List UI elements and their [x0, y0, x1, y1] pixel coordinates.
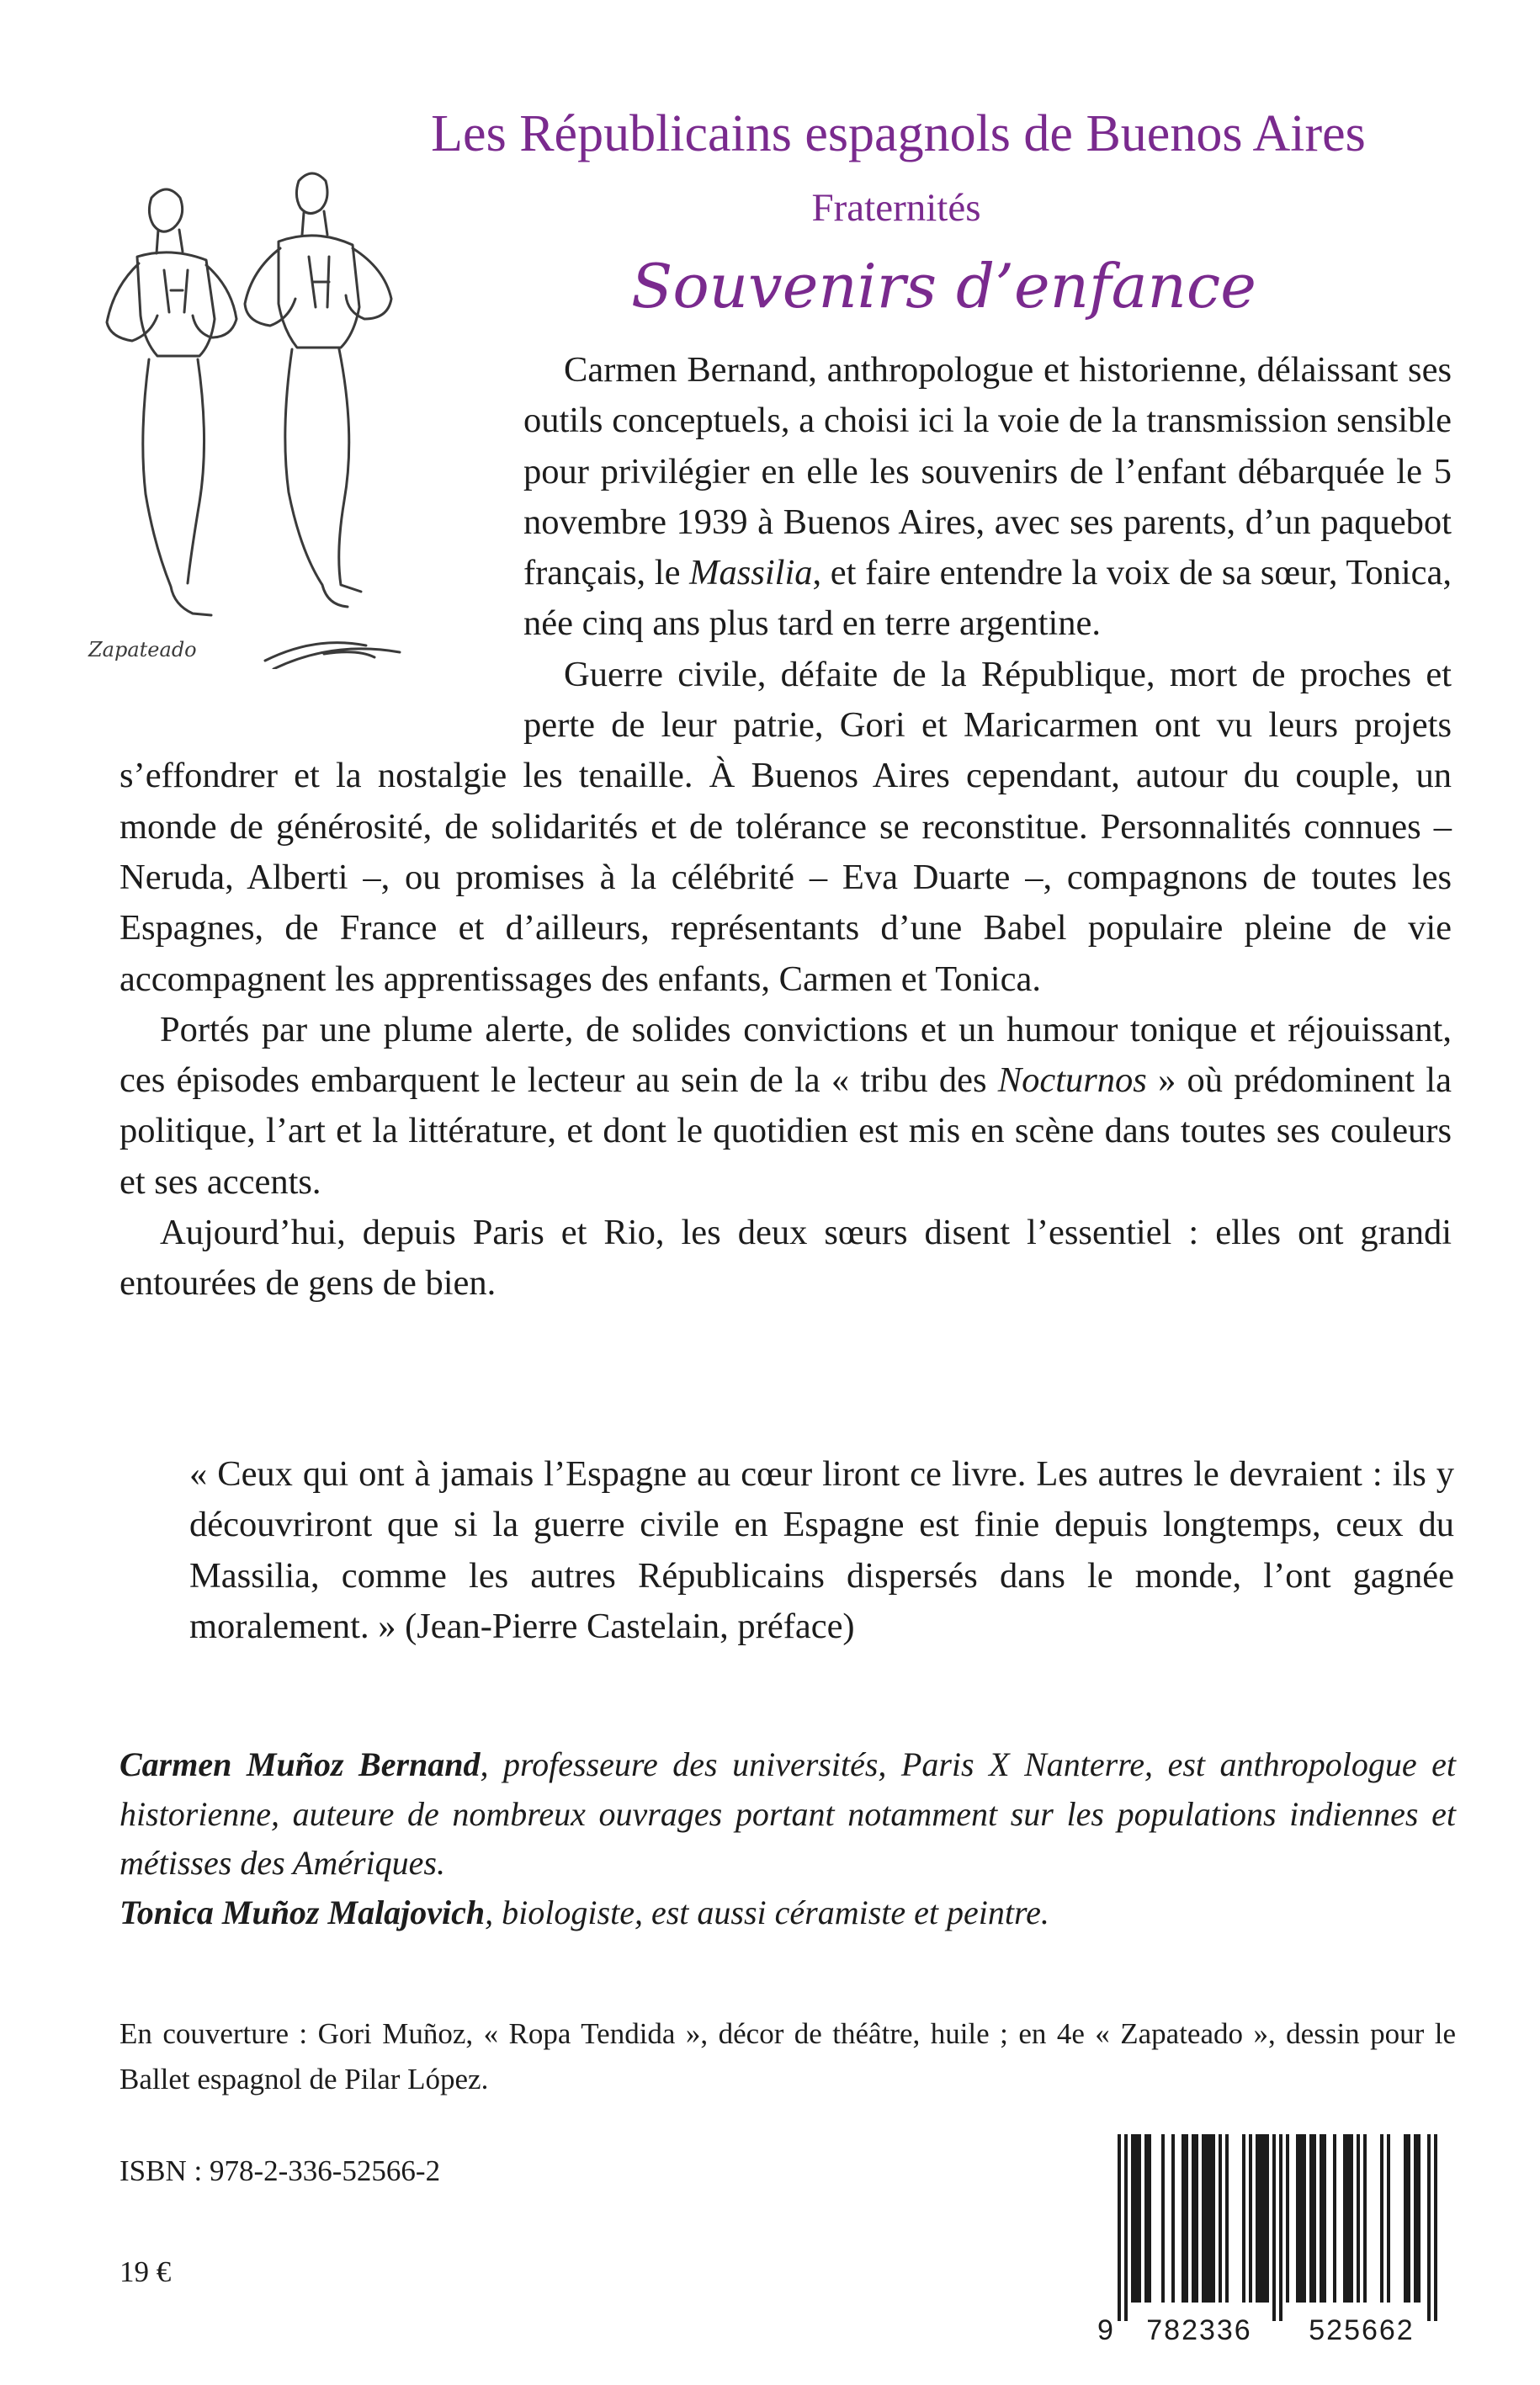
barcode-bar: [1323, 2134, 1326, 2303]
barcode-group-2: 525662: [1309, 2314, 1415, 2344]
book-title: Souvenirs d’enfance: [631, 251, 1256, 321]
barcode-bar: [1212, 2134, 1215, 2303]
barcode-guard-bar: [1124, 2134, 1128, 2321]
barcode-bar: [1225, 2134, 1229, 2303]
barcode-bar: [1296, 2134, 1299, 2303]
barcode-bar: [1185, 2134, 1188, 2303]
collection-name: Fraternités: [811, 186, 981, 230]
isbn-barcode: [1094, 2129, 1460, 2344]
barcode-bar: [1262, 2134, 1266, 2303]
cover-credit: En couverture : Gori Muñoz, « Ropa Tendida », décor de théâtre, huile ; en 4e « Zapateado », dessin pour le Ballet espagnol de Pilar López.: [119, 2017, 1456, 2096]
barcode-bar: [1309, 2134, 1313, 2303]
barcode-bar: [1350, 2134, 1353, 2303]
barcode-bar: [1182, 2134, 1185, 2303]
barcode-bar: [1131, 2134, 1134, 2303]
barcode-bar: [1148, 2134, 1151, 2303]
barcode-bar: [1144, 2134, 1148, 2303]
barcode-first-digit: 9: [1097, 2314, 1113, 2344]
barcode-bar: [1161, 2134, 1165, 2303]
barcode-group-1: 782336: [1146, 2314, 1252, 2344]
summary-paragraph-3: Portés par une plume alerte, de solides convictions et un humour tonique et réjouissant, ces épisodes embarquent le lecteur au sein de la « tribu des Nocturnos » où prédominent la politique, l’art et la littérature, et dont le quotidien est mis en scène dans toutes ses couleurs et ses accents.: [119, 1009, 1452, 1202]
back-cover-summary: [119, 345, 1452, 1309]
barcode-bar: [1404, 2134, 1407, 2303]
barcode-bar: [1363, 2134, 1367, 2303]
summary-paragraph-4: Aujourd’hui, depuis Paris et Rio, les deux sœurs disent l’essentiel : elles ont grandi entourées de gens de bien.: [119, 1213, 1452, 1304]
barcode-bar: [1242, 2134, 1245, 2303]
barcode-bar: [1256, 2134, 1259, 2303]
barcode-bar: [1346, 2134, 1350, 2303]
barcode-bar: [1313, 2134, 1316, 2303]
summary-paragraph-1: Carmen Bernand, anthropologue et historienne, délaissant ses outils conceptuels, a choisi ici la voie de la transmission sensible pour privilégier en elle les souvenirs de l’enfant débarquée le 5 novembre 1939 à Buenos Aires, avec ses parents, d’un paquebot français, le Massilia, et faire entendre la voix de sa sœur, Tonica, née cinq ans plus tard en terre argentine.: [523, 350, 1452, 644]
barcode-bar: [1208, 2134, 1212, 2303]
barcode-bar: [1249, 2134, 1252, 2303]
author-bio-carmen: Carmen Muñoz Bernand, professeure des universités, Paris X Nanterre, est anthropologue et historienne, auteure de nombreux ouvrages portant notamment sur les populations indiennes et métisses des Amériques.: [119, 1745, 1456, 1882]
barcode-bar: [1299, 2134, 1303, 2303]
barcode-bar: [1202, 2134, 1205, 2303]
barcode-bar: [1266, 2134, 1269, 2303]
barcode-bar: [1286, 2134, 1289, 2303]
author-bios: [119, 1740, 1456, 1937]
price-label: 19 €: [119, 2255, 172, 2288]
barcode-bar: [1414, 2134, 1417, 2303]
barcode-bar: [1387, 2134, 1390, 2303]
barcode-bar: [1171, 2134, 1175, 2303]
barcode-guard-bar: [1279, 2134, 1282, 2321]
barcode-bar: [1417, 2134, 1421, 2303]
barcode-guard-bar: [1118, 2134, 1121, 2321]
barcode-bar: [1357, 2134, 1360, 2303]
barcode-bar: [1333, 2134, 1336, 2303]
barcode-guard-bar: [1434, 2134, 1437, 2321]
barcode-bar: [1259, 2134, 1262, 2303]
barcode-bar: [1320, 2134, 1323, 2303]
drawing-signature: Zapateado: [88, 638, 197, 661]
series-title: Les Républicains espagnols de Buenos Aires: [431, 105, 1366, 162]
barcode-bar: [1303, 2134, 1306, 2303]
barcode-bar: [1134, 2134, 1138, 2303]
barcode-guard-bar: [1272, 2134, 1276, 2321]
barcode-bar: [1219, 2134, 1222, 2303]
barcode-bar: [1205, 2134, 1208, 2303]
drawing-float-spacer: [119, 345, 523, 712]
author-bio-tonica: Tonica Muñoz Malajovich, biologiste, est aussi céramiste et peintre.: [119, 1893, 1049, 1931]
barcode-bar: [1407, 2134, 1410, 2303]
isbn-number: ISBN : 978-2-336-52566-2: [119, 2154, 441, 2187]
barcode-bar: [1138, 2134, 1141, 2303]
barcode-bar: [1192, 2134, 1195, 2303]
barcode-bar: [1380, 2134, 1383, 2303]
barcode-bar: [1343, 2134, 1346, 2303]
summary-paragraph-2: Guerre civile, défaite de la République, mort de proches et perte de leur patrie, Gori et Maricarmen ont vu leurs projets s’effondrer et la nostalgie les tenaille. À Buenos Aires cependant, autour du couple, un monde de générosité, de solidarités et de tolérance se reconstitue. Personnalités connues – Neruda, Alberti –, ou promises à la célébrité – Eva Duarte –, compagnons de toutes les Espagnes, de France et d’ailleurs, représentants d’une Babel populaire pleine de vie accompagnent les apprentissages des enfants, Carmen et Tonica.: [119, 654, 1452, 999]
preface-quote: « Ceux qui ont à jamais l’Espagne au cœur liront ce livre. Les autres le devraient : ils y découvriront que si la guerre civile en Espagne est finie depuis longtemps, ceux du Massilia, comme les autres Républicains dispersés dans le monde, l’ont gagnée moralement. » (Jean-Pierre Castelain, préface): [189, 1454, 1454, 1646]
barcode-bar: [1195, 2134, 1198, 2303]
barcode-guard-bar: [1427, 2134, 1431, 2321]
